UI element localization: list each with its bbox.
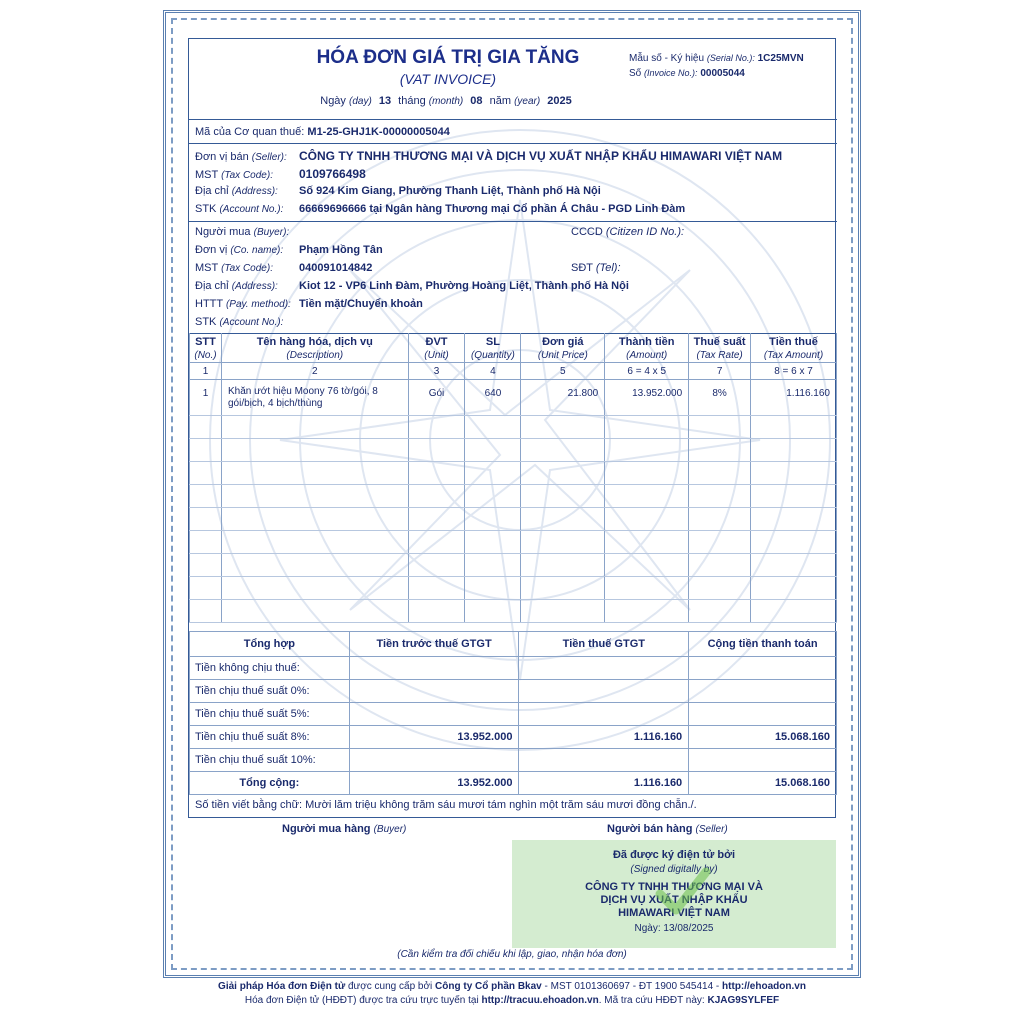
column-header: SL (Quantity)	[465, 333, 521, 363]
buyer-signature-label: Người mua hàng (Buyer)	[282, 823, 407, 835]
empty-row	[190, 508, 837, 531]
item-description: Khăn ướt hiệu Moony 76 tờ/gói, 8 gói/bịch, 4 bịch/thùng	[221, 380, 408, 416]
divider	[189, 143, 837, 144]
date-day: 13	[378, 95, 392, 107]
table-row	[190, 380, 837, 416]
empty-row	[190, 600, 837, 623]
summary-row: Tiền chịu thuế suất 8%: 13.952.000 1.116.160 15.068.160	[190, 726, 837, 749]
tax-authority-code: Mã của Cơ quan thuế: M1-25-GHJ1K-00000005044	[195, 126, 450, 138]
buyer-row: Người mua (Buyer):	[195, 226, 290, 238]
divider	[189, 119, 837, 120]
column-header: Đơn giá (Unit Price)	[521, 333, 605, 363]
buyer-tel: SĐT (Tel):	[571, 262, 621, 274]
total-tax: 1.116.160	[519, 772, 689, 795]
item-quantity: 640	[465, 380, 521, 416]
digital-signature-stamp: Đã được ký điện tử bởi (Signed digitally by) CÔNG TY TNHH THƯƠNG MẠI VÀ DỊCH VỤ XUẤT NHẬP KHẨU HIMAWARI VIỆT NAM Ngày: 13/08/2025	[512, 840, 836, 948]
invoice-date: Ngày (day) 13 tháng (month) 08 năm (year) 2025	[320, 95, 572, 107]
divider	[189, 221, 837, 222]
buyer-company-row: Đơn vị (Co. name): Phạm Hồng Tân	[195, 244, 383, 256]
serial-block: Mẫu số - Ký hiệu (Serial No.): 1C25MVN Số (Invoice No.): 00005044	[629, 53, 804, 79]
amount-in-words: Số tiền viết bằng chữ: Mười lăm triệu không trăm sáu mươi tám nghìn một trăm sáu mươi đồng chẵn./.	[195, 799, 697, 811]
invoice-body	[188, 38, 836, 818]
date-year: 2025	[547, 95, 572, 107]
item-tax-amount: 1.116.160	[751, 380, 837, 416]
item-unit-price: 21.800	[521, 380, 605, 416]
buyer-tax-row: MST (Tax Code): 040091014842	[195, 262, 373, 274]
summary-row: Tiền không chịu thuế:	[190, 657, 837, 680]
empty-row	[190, 577, 837, 600]
summary-row: Tiền chịu thuế suất 5%:	[190, 703, 837, 726]
serial-value: 1C25MVN	[757, 53, 804, 64]
date-month: 08	[470, 95, 483, 107]
column-header: STT (No.)	[190, 333, 222, 363]
tracuu-link[interactable]: http://tracuu.ehoadon.vn	[481, 995, 599, 1006]
items-table	[189, 333, 837, 623]
verification-note: (Cần kiểm tra đối chiếu khi lập, giao, nhận hóa đơn)	[397, 949, 627, 960]
item-unit: Gói	[408, 380, 465, 416]
summary-total-row: Tổng cộng: 13.952.000 1.116.160 15.068.160	[190, 772, 837, 795]
total-pre-tax: 13.952.000	[349, 772, 519, 795]
seller-signature-label: Người bán hàng (Seller)	[607, 823, 728, 835]
summary-table	[189, 631, 837, 795]
summary-row: Tiền chịu thuế suất 10%:	[190, 749, 837, 772]
column-header: Thuế suất (Tax Rate)	[689, 333, 751, 363]
invoice-title: HÓA ĐƠN GIÁ TRỊ GIA TĂNG	[316, 47, 580, 68]
checkmark-icon	[652, 862, 712, 922]
buyer-payment-row: HTTT (Pay. method): Tiền mặt/Chuyển khoản	[195, 298, 423, 310]
column-header: ĐVT (Unit)	[408, 333, 465, 363]
column-header: Thành tiền (Amount)	[605, 333, 689, 363]
signature-date: Ngày: 13/08/2025	[634, 923, 714, 934]
provider-footer: Giải pháp Hóa đơn Điện tử được cung cấp bởi Công ty Cổ phần Bkav - MST 0101360697 - ĐT 1900 545414 - http://ehoadon.vn Hóa đơn Điện tử (HĐĐT) được tra cứu trực tuyến tại http://tracuu.ehoadon.vn. Mã tra cứu HĐĐT này: KJAG9SYLFEF	[218, 981, 806, 1006]
lookup-code: KJAG9SYLFEF	[707, 995, 780, 1006]
total-payment: 15.068.160	[689, 772, 837, 795]
empty-row	[190, 531, 837, 554]
column-header: Tiền thuế (Tax Amount)	[751, 333, 837, 363]
empty-row	[190, 554, 837, 577]
seller-account-row: STK (Account No.): 66669696666 tại Ngân hàng Thương mại Cổ phần Á Châu - PGD Linh Đàm	[195, 203, 686, 215]
buyer-citizen-id: CCCD (Citizen ID No.):	[571, 226, 685, 238]
seller-address-row: Địa chỉ (Address): Số 924 Kim Giang, Phường Thanh Liệt, Thành phố Hà Nội	[195, 185, 601, 197]
summary-row: Tiền chịu thuế suất 0%:	[190, 680, 837, 703]
seller-name-row: Đơn vị bán (Seller): CÔNG TY TNHH THƯƠNG MẠI VÀ DỊCH VỤ XUẤT NHẬP KHẨU HIMAWARI VIỆT NAM	[195, 149, 783, 163]
items-header-row	[190, 333, 837, 363]
seller-tax-row: MST (Tax Code): 0109766498	[195, 167, 366, 181]
invoice-number: 00005044	[700, 68, 745, 79]
buyer-address-row: Địa chỉ (Address): Kiot 12 - VP6 Linh Đàm, Phường Hoàng Liệt, Thành phố Hà Nội	[195, 280, 629, 292]
item-tax-rate: 8%	[689, 380, 751, 416]
buyer-account-row: STK (Account No.):	[195, 316, 284, 328]
ehoadon-link[interactable]: http://ehoadon.vn	[722, 981, 806, 992]
item-amount: 13.952.000	[605, 380, 689, 416]
item-no: 1	[190, 380, 222, 416]
empty-row	[190, 416, 837, 439]
summary-header-row: Tổng hợp Tiền trước thuế GTGT Tiền thuế GTGT Cộng tiền thanh toán	[190, 632, 837, 657]
invoice-subtitle: (VAT INVOICE)	[399, 71, 497, 87]
column-header: Tên hàng hóa, dịch vụ (Description)	[221, 333, 408, 363]
empty-row	[190, 485, 837, 508]
empty-row	[190, 439, 837, 462]
empty-row	[190, 462, 837, 485]
column-number-row: 1 2 3 4 5 6 = 4 x 5 7 8 = 6 x 7	[190, 363, 837, 380]
